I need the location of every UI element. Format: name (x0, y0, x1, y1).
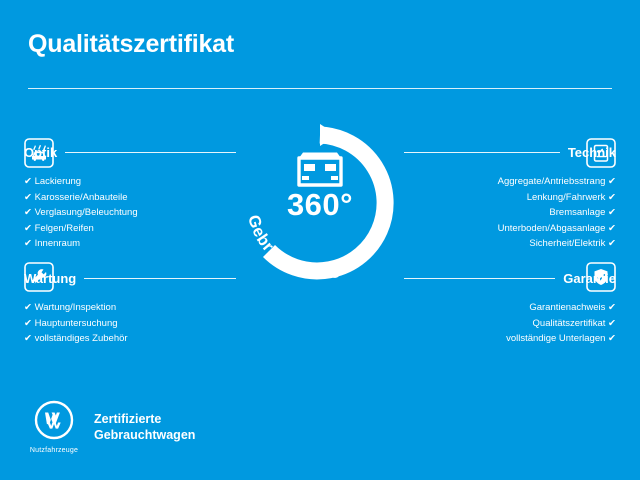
list-item (24, 190, 236, 206)
page-title: Qualitätszertifikat (28, 30, 234, 58)
check-icon: ✔ (608, 317, 616, 329)
check-icon: ✔ (608, 222, 616, 234)
section-optik-list (24, 174, 236, 252)
check-icon: ✔ (608, 176, 616, 187)
section-technik-list (404, 174, 616, 252)
section-technik (404, 140, 616, 268)
svg-text:Gebrauchtwagen-Check (244, 213, 396, 280)
list-item (404, 174, 616, 190)
list-item-label: Unterboden/Abgasanlage (497, 222, 606, 234)
check-icon: ✔ (608, 302, 616, 313)
section-technik-rule (404, 152, 560, 153)
badge-arc-text: Gebrauchtwagen-Check (244, 212, 396, 281)
section-technik-header (404, 140, 616, 164)
list-item (404, 316, 616, 332)
section-garantie-header (404, 266, 616, 290)
footer-text (94, 411, 195, 443)
section-optik (24, 140, 236, 268)
section-optik-header (24, 140, 236, 164)
list-item (24, 174, 236, 190)
list-item (24, 205, 236, 221)
footer-line-1: Zertifizierte (94, 412, 162, 426)
list-item-label: Karosserie/Anbauteile (34, 191, 128, 203)
footer (28, 400, 195, 454)
list-item-label: Lenkung/Fahrwerk (526, 191, 606, 203)
footer-line-2: Gebrauchtwagen (94, 428, 196, 442)
check-icon: ✔ (608, 191, 616, 203)
list-item-label: Aggregate/Antriebsstrang (497, 176, 606, 187)
title-divider (28, 88, 612, 89)
car-icon (299, 153, 341, 186)
list-item-label: Sicherheit/Elektrik (529, 238, 606, 249)
check-icon: ✔ (24, 222, 32, 234)
gebrauchtwagen-check-badge (225, 108, 415, 298)
section-wartung-list (24, 300, 236, 347)
list-item (404, 190, 616, 206)
badge-degrees: 360° (286, 187, 354, 222)
check-icon: ✔ (608, 238, 616, 249)
list-item-label: Verglasung/Beleuchtung (34, 207, 138, 218)
list-item (404, 221, 616, 237)
list-item-label: Hauptuntersuchung (34, 317, 118, 329)
check-icon: ✔ (24, 317, 32, 329)
list-item-label: Innenraum (34, 238, 81, 249)
check-icon: ✔ (24, 191, 32, 203)
check-icon: ✔ (24, 238, 32, 249)
list-item (404, 300, 616, 316)
section-garantie-rule (404, 278, 555, 279)
vw-logo (28, 400, 80, 454)
section-wartung-rule (84, 278, 236, 279)
section-technik-title: Technik (567, 144, 616, 160)
check-icon: ✔ (24, 176, 32, 187)
vw-logo-subtitle: Nutzfahrzeuge (29, 447, 79, 454)
list-item (404, 331, 616, 347)
list-item-label: Lackierung (34, 176, 82, 187)
list-item-label: Wartung/Inspektion (34, 302, 117, 313)
vw-roundel-icon (34, 400, 74, 440)
check-icon: ✔ (608, 207, 616, 218)
check-icon: ✔ (24, 302, 32, 313)
section-optik-title: Optik (24, 144, 58, 160)
list-item-label: vollständiges Zubehör (34, 333, 128, 344)
list-item (24, 331, 236, 347)
list-item (404, 236, 616, 252)
list-item (24, 316, 236, 332)
list-item-label: Qualitätszertifikat (532, 317, 606, 329)
list-item-label: vollständige Unterlagen (506, 333, 606, 344)
check-icon: ✔ (24, 333, 32, 344)
section-wartung (24, 266, 236, 363)
section-garantie-list (404, 300, 616, 347)
list-item-label: Felgen/Reifen (34, 222, 94, 234)
section-garantie-title: Garantie (563, 270, 616, 286)
section-wartung-header (24, 266, 236, 290)
section-wartung-title: Wartung (24, 270, 77, 286)
check-icon: ✔ (24, 207, 32, 218)
list-item-label: Bremsanlage (549, 207, 606, 218)
list-item (404, 205, 616, 221)
list-item (24, 300, 236, 316)
section-optik-rule (65, 152, 236, 153)
list-item-label: Garantienachweis (529, 302, 606, 313)
check-icon: ✔ (608, 333, 616, 344)
section-garantie (404, 266, 616, 363)
list-item (24, 236, 236, 252)
list-item (24, 221, 236, 237)
